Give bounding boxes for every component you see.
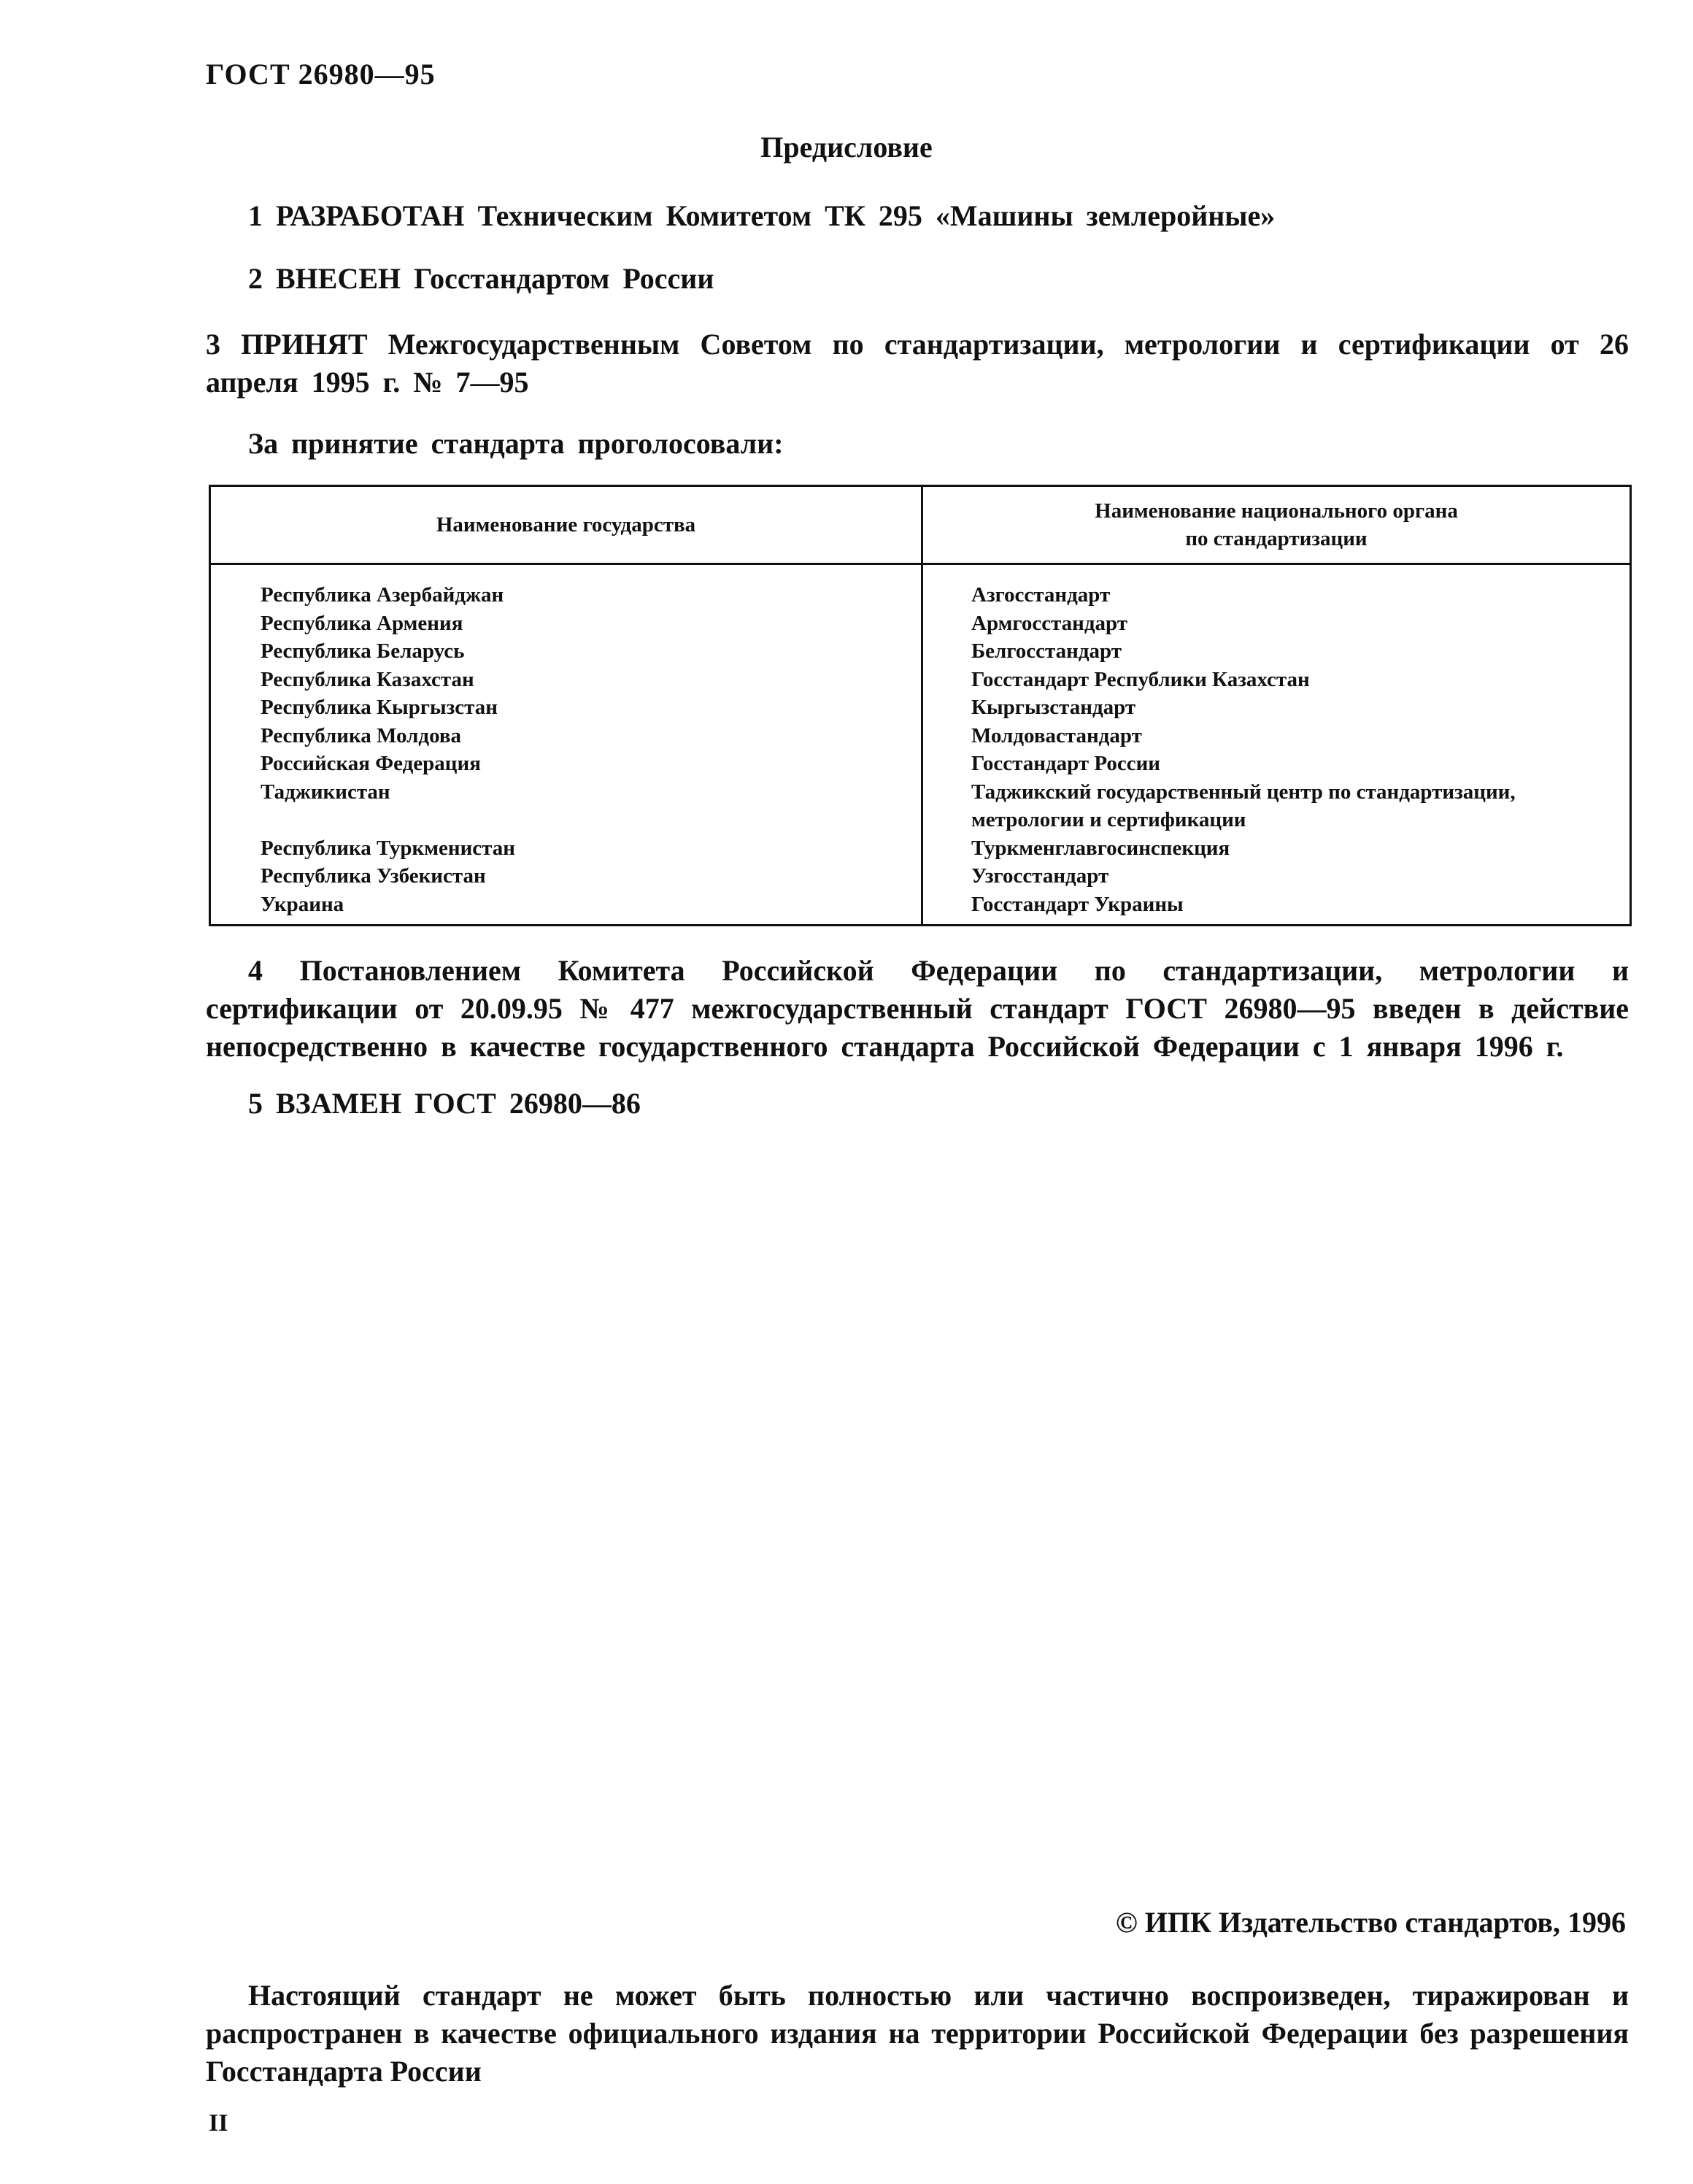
- state-name: Республика Армения: [210, 610, 922, 638]
- table-row: [210, 750, 1631, 778]
- vote-intro: За принятие стандарта проголосовали:: [248, 427, 784, 460]
- page-title: Предисловие: [760, 131, 933, 164]
- state-name: Российская Федерация: [210, 750, 922, 778]
- column-header-standards-body: Наименование национального органа по стандартизации: [922, 486, 1631, 564]
- table-row: [210, 862, 1631, 891]
- state-name: Республика Казахстан: [210, 666, 922, 694]
- table-row: [210, 891, 1631, 926]
- item-introduced: 2 ВНЕСЕН Госстандартом России: [248, 262, 714, 295]
- state-name: Украина: [210, 891, 922, 926]
- item-replaces: 5 ВЗАМЕН ГОСТ 26980—86: [248, 1087, 641, 1120]
- standards-body-name: Узгосстандарт: [922, 862, 1631, 891]
- table-row: [210, 722, 1631, 750]
- item-developed: 1 РАЗРАБОТАН Техническим Комитетом ТК 295 «Машины землеройные»: [248, 199, 1276, 232]
- standards-body-name: Госстандарт Республики Казахстан: [922, 666, 1631, 694]
- state-name: Республика Кыргызстан: [210, 693, 922, 722]
- item-adopted: 3 ПРИНЯТ Межгосударственным Советом по стандартизации, метрологии и сертификации от 26 апреля 1995 г. № 7—95: [206, 328, 1629, 399]
- standards-body-name: Госстандарт России: [922, 750, 1631, 778]
- state-name: Республика Молдова: [210, 722, 922, 750]
- standards-body-name: Госстандарт Украины: [922, 891, 1631, 926]
- standards-body-name: Азгосстандарт: [922, 564, 1631, 610]
- state-name: Республика Туркменистан: [210, 834, 922, 863]
- reproduction-notice: [206, 1977, 1629, 2091]
- standards-body-name: Кыргызстандарт: [922, 693, 1631, 722]
- copyright: © ИПК Издательство стандартов, 1996: [1115, 1906, 1626, 1939]
- standards-body-name: Армгосстандарт: [922, 610, 1631, 638]
- standards-body-name: Молдовастандарт: [922, 722, 1631, 750]
- page-number: II: [209, 2110, 228, 2137]
- table-row: [210, 693, 1631, 722]
- table-row: [210, 778, 1631, 834]
- table-row: [210, 564, 1631, 610]
- state-name: Республика Узбекистан: [210, 862, 922, 891]
- table-header-row: [210, 486, 1631, 564]
- reproduction-notice-text: Настоящий стандарт не может быть полностью или частично воспроизведен, тиражирован и распространен в качестве официального издания на территории Российской Федерации без разрешения Госстандарта России: [206, 1979, 1629, 2088]
- item-enacted: [206, 952, 1629, 1066]
- document-code: ГОСТ 26980—95: [206, 58, 436, 91]
- voting-table: [209, 485, 1632, 926]
- state-name: Республика Беларусь: [210, 637, 922, 666]
- table-row: [210, 666, 1631, 694]
- state-name: Таджикистан: [210, 778, 922, 834]
- item-enacted-text: 4 Постановлением Комитета Российской Федерации по стандартизации, метрологии и сертификации от 20.09.95 № 477 межгосударственный стандарт ГОСТ 26980—95 введен в действие непосредственно в качестве государственного стандарта Российской Федерации с 1 января 1996 г.: [206, 954, 1629, 1063]
- table-row: [210, 834, 1631, 863]
- table-row: [210, 610, 1631, 638]
- standards-body-name: Туркменглавгосинспекция: [922, 834, 1631, 863]
- standards-body-name: Таджикский государственный центр по стандартизации, метрологии и сертификации: [922, 778, 1631, 834]
- state-name: Республика Азербайджан: [210, 564, 922, 610]
- table-body: [210, 564, 1631, 926]
- column-header-state: Наименование государства: [210, 486, 922, 564]
- standards-body-name: Белгосстандарт: [922, 637, 1631, 666]
- table-row: [210, 637, 1631, 666]
